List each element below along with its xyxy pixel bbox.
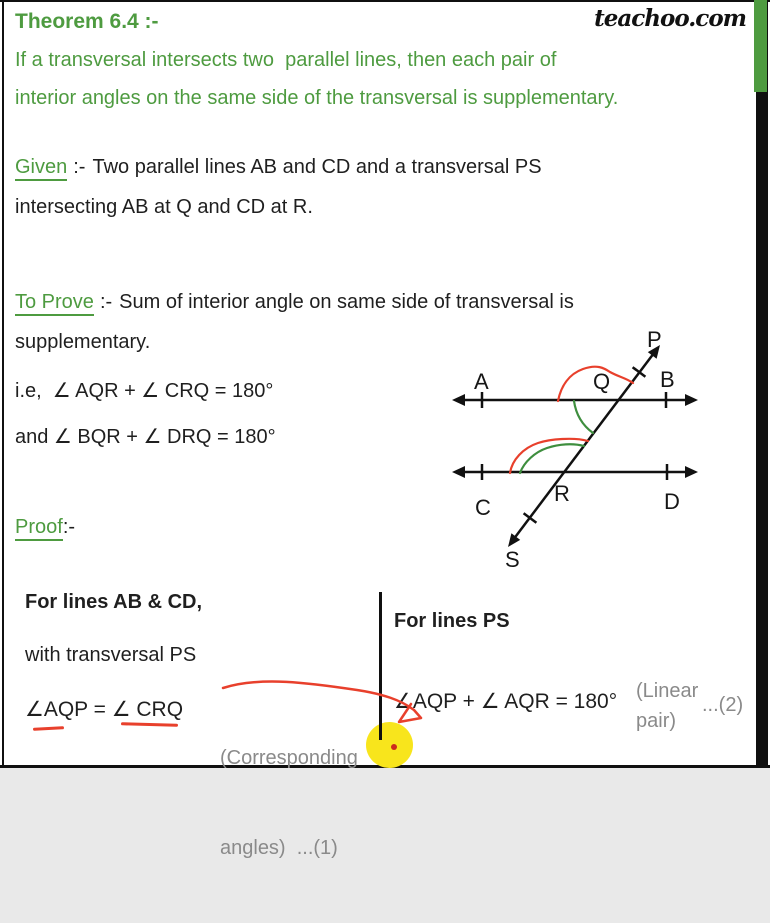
left-column-heading: For lines AB & CD, (25, 591, 203, 613)
line-cd-left-arrow-icon (452, 466, 465, 478)
left-column-equation: ∠AQP = ∠ CRQ (25, 698, 184, 721)
given-line2: intersecting AB at Q and CD at R. (15, 196, 313, 218)
label-p: P (647, 327, 662, 352)
red-underline-crq (121, 722, 178, 726)
to-prove-label: To Prove (15, 291, 94, 316)
left-column-subheading: with transversal PS (25, 644, 197, 666)
label-s: S (505, 547, 520, 572)
theorem-statement-line1: If a transversal intersects two parallel lines, then each pair of (15, 49, 557, 71)
right-border (756, 0, 768, 768)
given-label: Given (15, 156, 67, 181)
left-reason-line2: angles) ...(1) (220, 837, 338, 859)
to-prove-line1 (15, 291, 574, 314)
label-d: D (664, 489, 680, 514)
theorem-statement-line2: interior angles on the same side of the transversal is supplementary. (15, 87, 619, 109)
given-separator: :- (73, 156, 86, 178)
label-a: A (474, 369, 489, 394)
red-squiggle-annotation (215, 670, 435, 732)
left-border (2, 0, 4, 768)
proof-heading (15, 516, 75, 539)
brand-logo: teachoo.com (594, 5, 746, 32)
right-reason-line1: (Linear (636, 680, 699, 702)
theorem-title: Theorem 6.4 :- (15, 10, 159, 33)
right-column-equation: ∠AQP + ∠ AQR = 180° (394, 690, 618, 713)
top-border (0, 0, 770, 2)
given-line1 (15, 156, 542, 179)
proof-label: Proof (15, 516, 63, 541)
transversal-s-arrow-icon (508, 533, 520, 547)
label-b: B (660, 367, 675, 392)
line-ab-right-arrow-icon (685, 394, 698, 406)
red-underline-aqp (33, 726, 64, 731)
to-prove-separator: :- (99, 291, 113, 313)
right-column-reference: ...(2) (702, 694, 744, 716)
given-text-line1: Two parallel lines AB and CD and a transversal PS (92, 156, 542, 178)
right-column-heading: For lines PS (394, 610, 510, 632)
left-reason-line1: (Corresponding (220, 747, 358, 769)
line-ab-left-arrow-icon (452, 394, 465, 406)
laser-pointer-core (391, 744, 397, 750)
to-prove-text-line1: Sum of interior angle on same side of transversal is (119, 291, 574, 313)
right-column-reason (636, 676, 698, 736)
angle-arc-aqr-green (574, 401, 593, 433)
to-prove-equation1: i.e, ∠ AQR + ∠ CRQ = 180° (15, 380, 274, 402)
label-q: Q (593, 369, 611, 394)
right-reason-line2: pair) (636, 710, 677, 732)
label-r: R (554, 481, 570, 506)
red-squiggle-path (223, 682, 421, 722)
parallel-lines-diagram (450, 325, 710, 575)
to-prove-equation2: and ∠ BQR + ∠ DRQ = 180° (15, 426, 276, 448)
right-border-green-accent (754, 0, 767, 92)
proof-separator: :- (62, 516, 76, 538)
to-prove-line2: supplementary. (15, 331, 151, 353)
label-c: C (475, 495, 491, 520)
line-cd-right-arrow-icon (685, 466, 698, 478)
